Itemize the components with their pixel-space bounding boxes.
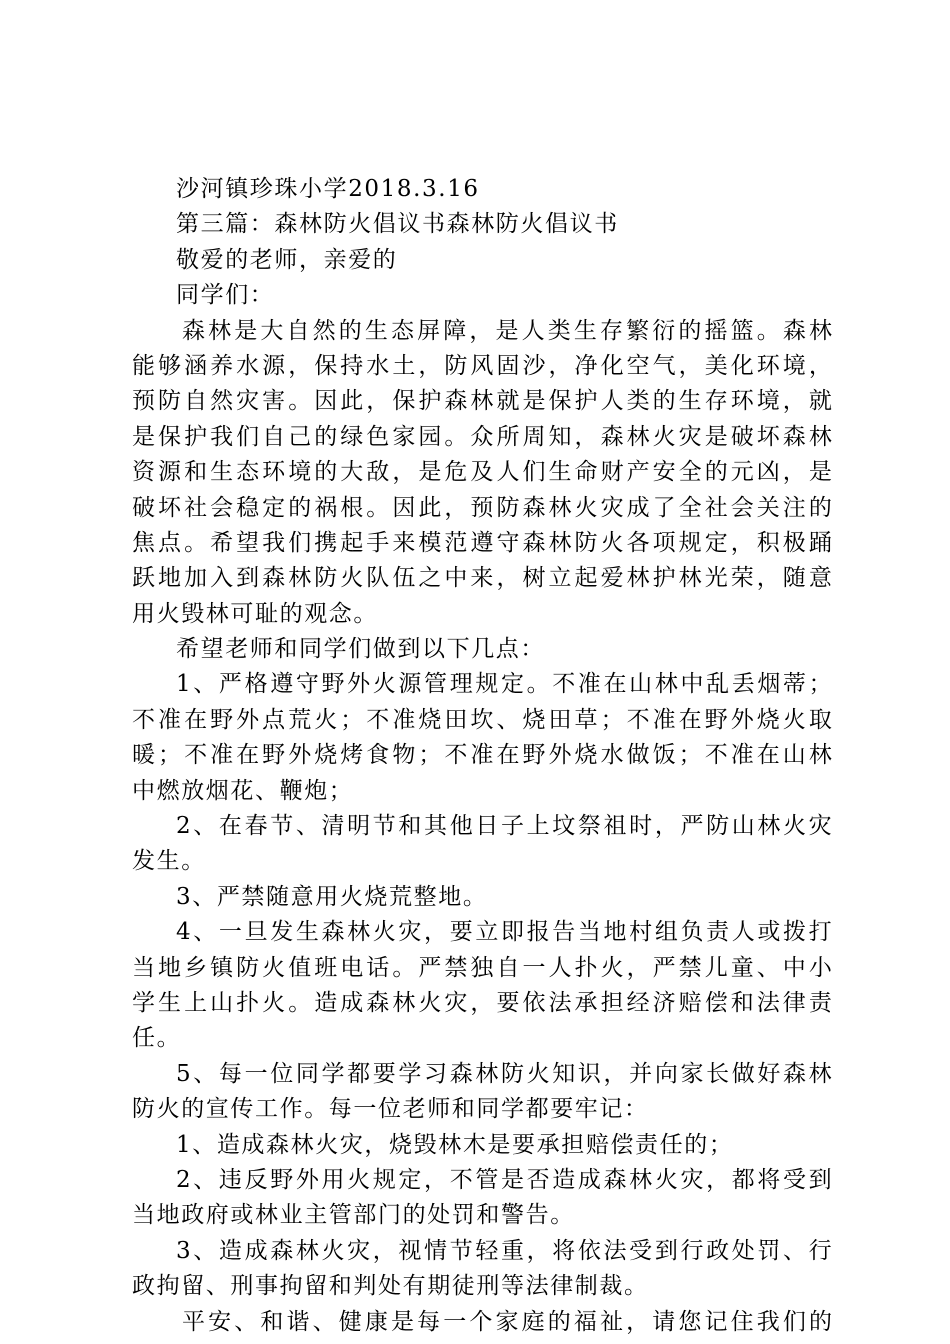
text-line: 学 生 上 山 扑 火 。 造 成 森 林 火 灾 ， 要 依 法 承 担 经 济 赔 偿 和 法 律 责	[132, 989, 832, 1016]
text-line: 资 源 和 生 态 环 境 的 大 敌 ， 是 危 及 人 们 生 命 财 产 安 全 的 元 凶 ， 是	[132, 459, 832, 486]
text-line: 是 保 护 我 们 自 己 的 绿 色 家 园 。 众 所 周 知 ， 森 林 火 灾 是 破 坏 森 林	[132, 423, 832, 450]
text-line: 用火毁林可耻的观念。	[132, 600, 378, 627]
text-line: 发生。	[132, 848, 206, 875]
text-line: 3 、 造 成 森 林 火 灾 ， 视 情 节 轻 重 ， 将 依 法 受 到 行 政 处 罚 、 行	[176, 1237, 832, 1264]
text-line: 4 、 一 旦 发 生 森 林 火 灾 ， 要 立 即 报 告 当 地 村 组 负 责 人 或 拨 打	[176, 919, 832, 946]
text-line: 预 防 自 然 灾 害 。 因 此 ， 保 护 森 林 就 是 保 护 人 类 的 生 存 环 境 ， 就	[132, 388, 832, 415]
text-line: 1、造成森林火灾，烧毁林木是要承担赔偿责任的；	[176, 1131, 734, 1158]
text-line: 5 、 每 一 位 同 学 都 要 学 习 森 林 防 火 知 识 ， 并 向 家 长 做 好 森 林	[176, 1060, 832, 1087]
text-line: 防火的宣传工作。每一位老师和同学都要牢记：	[132, 1096, 649, 1123]
text-line: 跃 地 加 入 到 森 林 防 火 队 伍 之 中 来 ， 树 立 起 爱 林 护 林 光 荣 ， 随 意	[132, 565, 832, 592]
text-line: 1 、 严 格 遵 守 野 外 火 源 管 理 规 定 。 不 准 在 山 林 中 乱 丢 烟 蒂 ；	[176, 671, 832, 698]
text-line: 平 安 、 和 谐 、 健 康 是 每 一 个 家 庭 的 福 祉 ， 请 您 记 住 我 们 的	[182, 1308, 832, 1335]
text-line: 当地政府或林业主管部门的处罚和警告。	[132, 1202, 575, 1229]
text-line: 2 、 违 反 野 外 用 火 规 定 ， 不 管 是 否 造 成 森 林 火 灾 ， 都 将 受 到	[176, 1166, 832, 1193]
text-line: 任。	[132, 1025, 182, 1052]
text-line: 焦 点 。 希 望 我 们 携 起 手 来 模 范 遵 守 森 林 防 火 各 项 规 定 ， 积 极 踊	[132, 529, 832, 556]
text-line: 不 准 在 野 外 点 荒 火 ； 不 准 烧 田 坎 、 烧 田 草 ； 不 准 在 野 外 烧 火 取	[132, 706, 832, 733]
document-body	[132, 172, 832, 1340]
text-line: 能 够 涵 养 水 源 ， 保 持 水 土 ， 防 风 固 沙 ， 净 化 空 气 ， 美 化 环 境 ，	[132, 352, 832, 379]
text-line: 暖 ； 不 准 在 野 外 烧 烤 食 物 ； 不 准 在 野 外 烧 水 做 饭 ； 不 准 在 山 林	[132, 742, 832, 769]
text-line: 破 坏 社 会 稳 定 的 祸 根 。 因 此 ， 预 防 森 林 火 灾 成 了 全 社 会 关 注 的	[132, 494, 832, 521]
text-line: 沙河镇珍珠小学2018.3.16	[176, 176, 480, 202]
text-line: 希望老师和同学们做到以下几点：	[176, 636, 545, 663]
text-line: 2 、 在 春 节 、 清 明 节 和 其 他 日 子 上 坟 祭 祖 时 ， 严 防 山 林 火 灾	[176, 813, 832, 840]
text-line: 森 林 是 大 自 然 的 生 态 屏 障 ， 是 人 类 生 存 繁 衍 的 摇 篮 。 森 林	[182, 317, 832, 344]
text-line: 敬爱的老师，亲爱的	[176, 246, 398, 273]
text-line: 同学们：	[176, 282, 275, 309]
text-line: 中燃放烟花、鞭炮；	[132, 777, 354, 804]
text-line: 当 地 乡 镇 防 火 值 班 电 话 。 严 禁 独 自 一 人 扑 火 ， 严 禁 儿 童 、 中 小	[132, 954, 832, 981]
text-line: 第三篇：森林防火倡议书森林防火倡议书	[176, 211, 619, 238]
text-line: 3、严禁随意用火烧荒整地。	[176, 883, 488, 910]
text-line: 政拘留、刑事拘留和判处有期徒刑等法律制裁。	[132, 1273, 649, 1300]
